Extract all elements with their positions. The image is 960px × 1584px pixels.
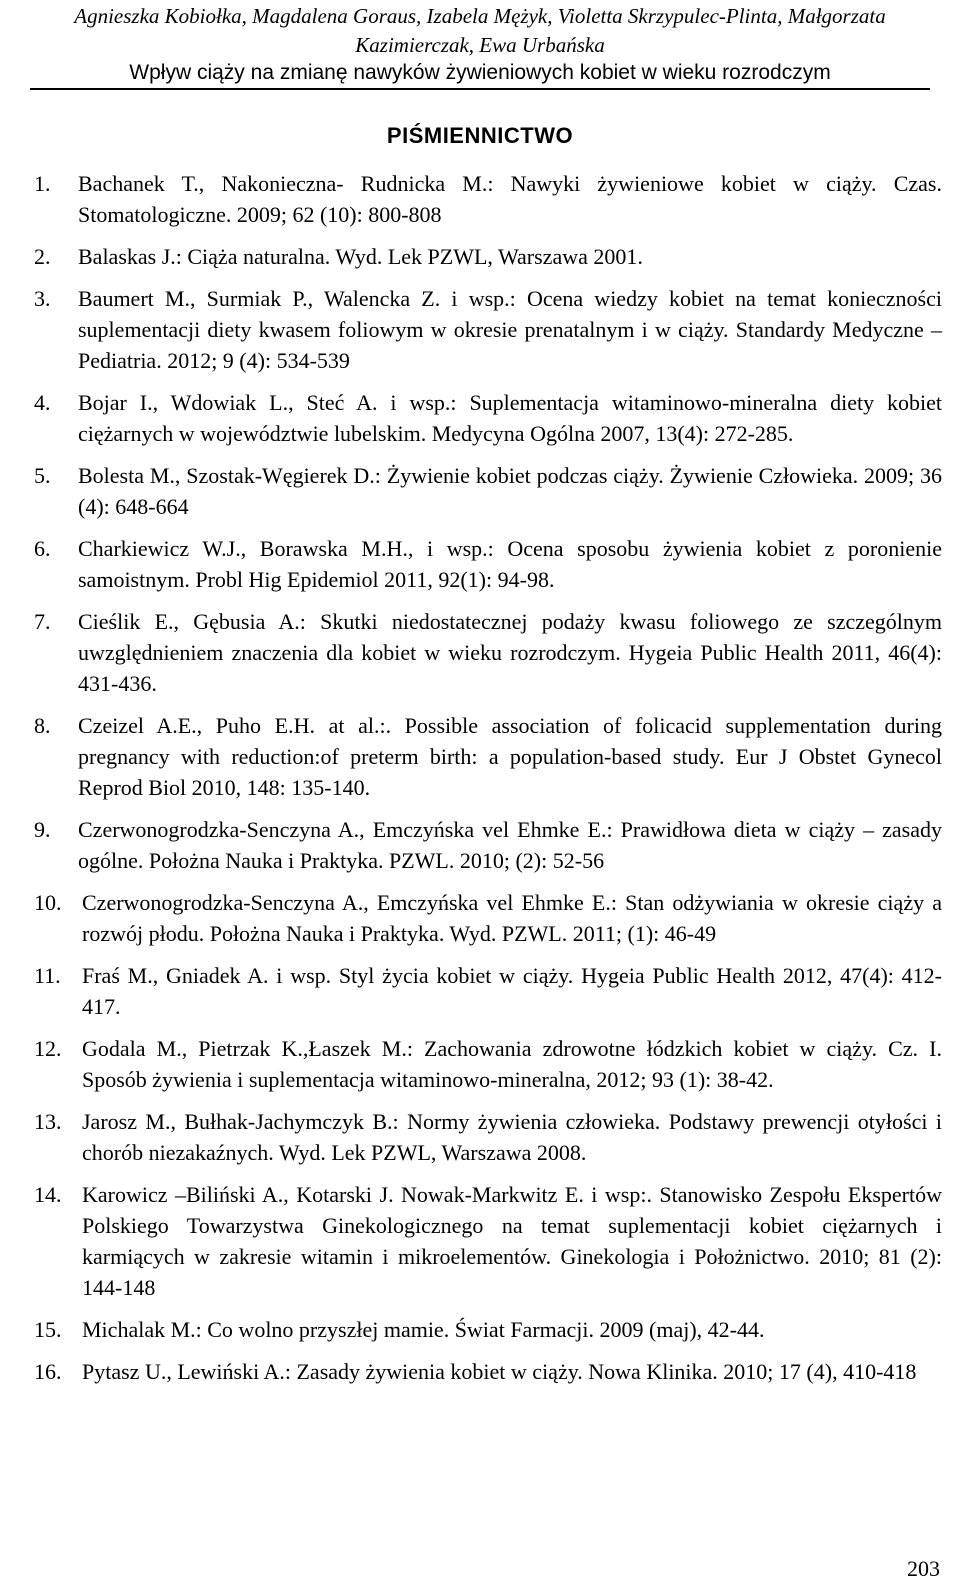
reference-item [34,1106,942,1168]
reference-item [34,710,942,803]
header-authors: Agnieszka Kobiołka, Magdalena Goraus, Izabela Mężyk, Violetta Skrzypulec-Plinta, Małgorzata Kazimierczak, Ewa Urbańska [74,4,886,57]
reference-item [34,168,942,230]
reference-item [34,387,942,449]
reference-number: 14. [34,1182,62,1207]
reference-number: 10. [34,890,62,915]
reference-text: Bolesta M., Szostak-Węgierek D.: Żywienie kobiet podczas ciąży. Żywienie Człowieka. 2009; 36 (4): 648-664 [78,463,942,519]
reference-text: Bojar I., Wdowiak L., Steć A. i wsp.: Suplementacja witaminowo-mineralna diety kobiet ciężarnych w województwie lubelskim. Medycyna Ogólna 2007, 13(4): 272-285. [78,390,942,446]
reference-number: 13. [34,1109,62,1134]
reference-text: Czeizel A.E., Puho E.H. at al.:. Possible association of folicacid supplementation during pregnancy with reduction:of preterm birth: a population-based study. Eur J Obstet Gynecol Reprod Biol 2010, 148: 135-140. [78,713,942,800]
reference-number: 4. [34,390,51,415]
reference-text: Michalak M.: Co wolno przyszłej mamie. Świat Farmacji. 2009 (maj), 42-44. [82,1317,765,1342]
reference-number: 7. [34,609,51,634]
reference-text: Baumert M., Surmiak P., Walencka Z. i wsp.: Ocena wiedzy kobiet na temat konieczności suplementacji diety kwasem foliowym w okresie prenatalnym i w ciąży. Standardy Medyczne – Pediatria. 2012; 9 (4): 534-539 [78,286,942,373]
reference-item [34,460,942,522]
reference-number: 2. [34,244,51,269]
reference-number: 1. [34,171,51,196]
page-number: 203 [907,1556,940,1581]
reference-text: Balaskas J.: Ciąża naturalna. Wyd. Lek PZWL, Warszawa 2001. [78,244,643,269]
reference-item [34,241,942,272]
reference-item [34,606,942,699]
running-header [30,0,930,90]
reference-item [34,533,942,595]
reference-number: 9. [34,817,51,842]
reference-text: Jarosz M., Bułhak-Jachymczyk B.: Normy żywienia człowieka. Podstawy prewencji otyłości i chorób niezakaźnych. Wyd. Lek PZWL, Warszawa 2008. [82,1109,942,1165]
reference-number: 16. [34,1359,62,1384]
reference-text: Pytasz U., Lewiński A.: Zasady żywienia kobiet w ciąży. Nowa Klinika. 2010; 17 (4), 410-418 [82,1359,917,1384]
reference-number: 15. [34,1317,62,1342]
reference-item [34,814,942,876]
reference-text: Fraś M., Gniadek A. i wsp. Styl życia kobiet w ciąży. Hygeia Public Health 2012, 47(4): 412-417. [82,963,942,1019]
reference-list [34,168,942,1398]
reference-text: Czerwonogrodzka-Senczyna A., Emczyńska vel Ehmke E.: Prawidłowa dieta w ciąży – zasady ogólne. Położna Nauka i Praktyka. PZWL. 2010; (2): 52-56 [78,817,942,873]
reference-text: Godala M., Pietrzak K.,Łaszek M.: Zachowania zdrowotne łódzkich kobiet w ciąży. Cz. I. Sposób żywienia i suplementacja witaminowo-mineralna, 2012; 93 (1): 38-42. [82,1036,942,1092]
reference-number: 8. [34,713,51,738]
reference-number: 5. [34,463,51,488]
reference-number: 11. [34,963,61,988]
reference-item [34,1356,942,1387]
reference-item [34,960,942,1022]
reference-item [34,1179,942,1303]
reference-number: 12. [34,1036,62,1061]
header-article-title: Wpływ ciąży na zmianę nawyków żywieniowych kobiet w wieku rozrodczym [30,60,930,90]
reference-text: Bachanek T., Nakonieczna- Rudnicka M.: Nawyki żywieniowe kobiet w ciąży. Czas. Stomatologiczne. 2009; 62 (10): 800-808 [78,171,942,227]
section-title: PIŚMIENNICTWO [386,123,574,148]
reference-item [34,887,942,949]
reference-item [34,1314,942,1345]
reference-text: Czerwonogrodzka-Senczyna A., Emczyńska vel Ehmke E.: Stan odżywiania w okresie ciąży a rozwój płodu. Położna Nauka i Praktyka. Wyd. PZWL. 2011; (1): 46-49 [82,890,942,946]
reference-number: 3. [34,286,51,311]
reference-text: Karowicz –Biliński A., Kotarski J. Nowak-Markwitz E. i wsp:. Stanowisko Zespołu Ekspertów Polskiego Towarzystwa Ginekologicznego na temat suplementacji kobiet ciężarnych i karmiących w zakresie witamin i mikroelementów. Ginekologia i Położnictwo. 2010; 81 (2): 144-148 [82,1182,942,1300]
reference-text: Cieślik E., Gębusia A.: Skutki niedostatecznej podaży kwasu foliowego ze szczególnym uwzględnieniem znaczenia dla kobiet w wieku rozrodczym. Hygeia Public Health 2011, 46(4): 431-436. [78,609,942,696]
reference-number: 6. [34,536,51,561]
reference-item [34,283,942,376]
reference-item [34,1033,942,1095]
reference-text: Charkiewicz W.J., Borawska M.H., i wsp.: Ocena sposobu żywienia kobiet z poronienie samoistnym. Probl Hig Epidemiol 2011, 92(1): 94-98. [78,536,942,592]
